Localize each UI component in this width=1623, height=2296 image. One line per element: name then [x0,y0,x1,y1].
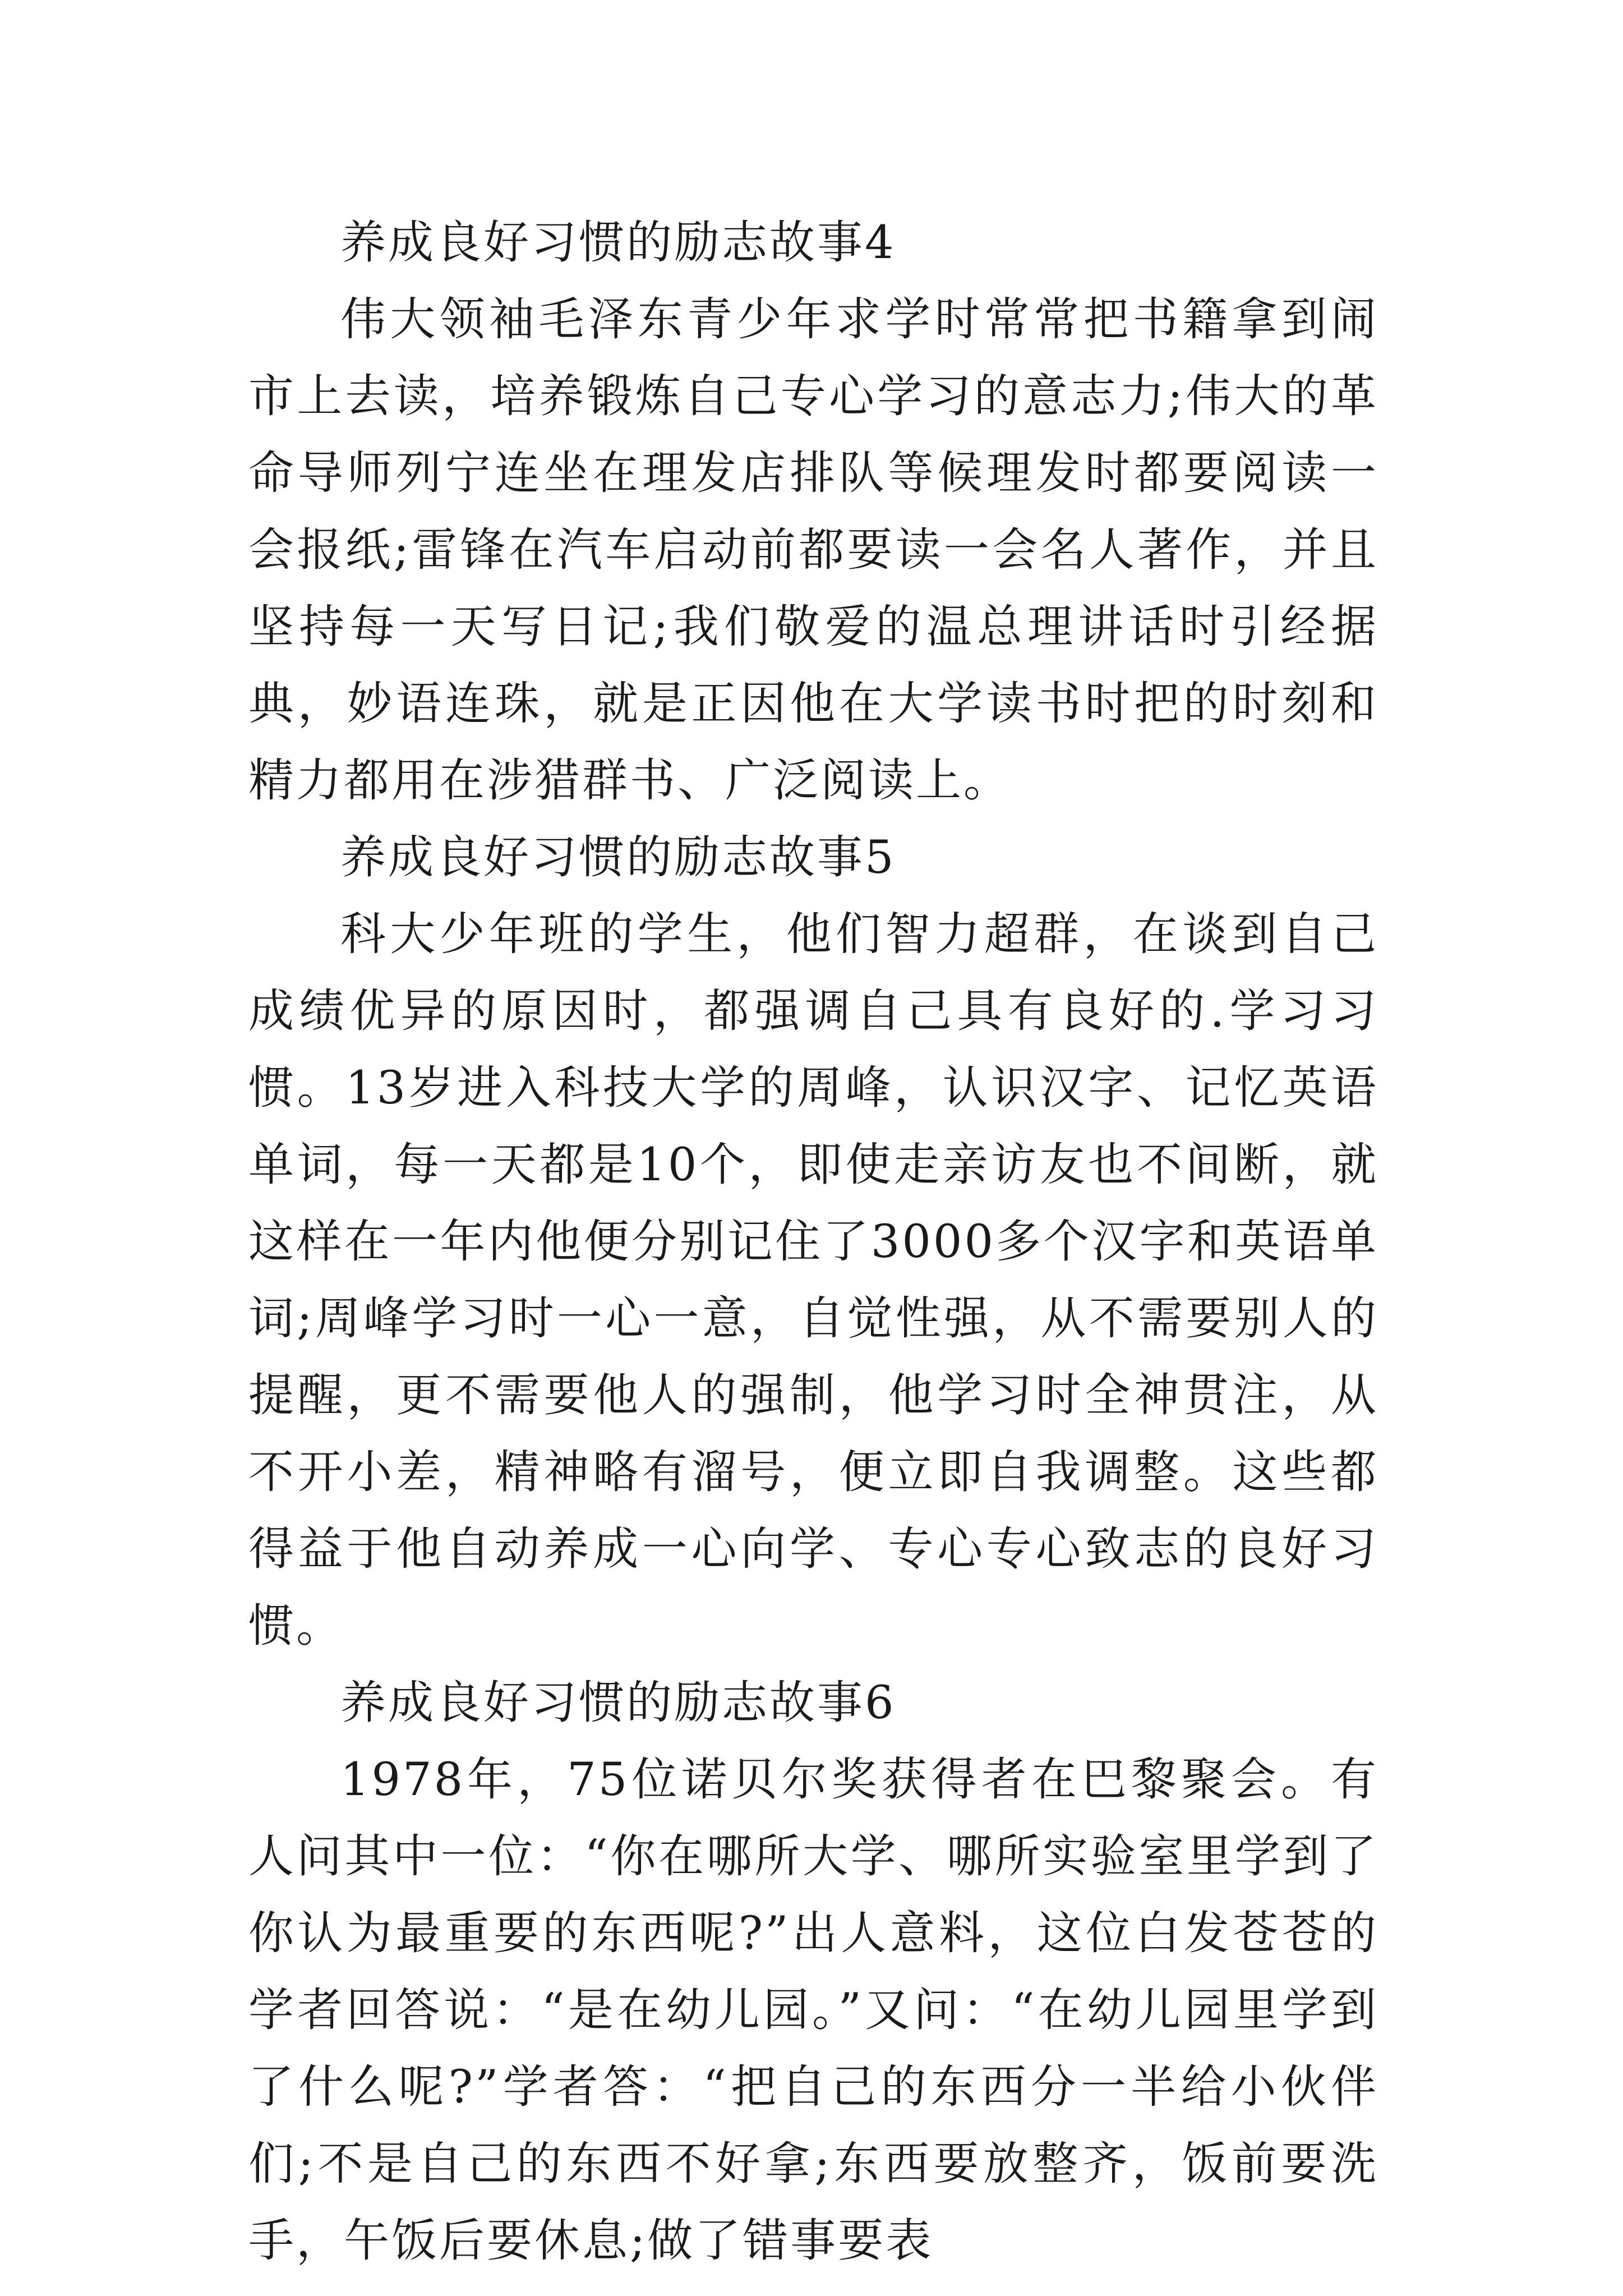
story-section-5 [248,820,1378,1665]
story-paragraph: 科大少年班的学生，他们智力超群，在谈到自己成绩优异的原因时，都强调自己具有良好的.学习习惯。13岁进入科技大学的周峰，认识汉字、记忆英语单词，每一天都是10个，即使走亲访友也不间断，就这样在一年内他便分别记住了3000多个汉字和英语单词;周峰学习时一心一意，自觉性强，从不需要别人的提醒，更不需要他人的强制，他学习时全神贯注，从不开小差，精神略有溜号，便立即自我调整。这些都得益于他自动养成一心向学、专心专心致志的良好习惯。 [248,908,1378,1653]
story-heading: 养成良好习惯的励志故事6 [340,1677,896,1729]
story-paragraph: 1978年，75位诺贝尔奖获得者在巴黎聚会。有人问其中一位：“你在哪所大学、哪所实验室里学到了你认为最重要的东西呢?”出人意料，这位白发苍苍的学者回答说：“是在幼儿园。”又问：“在幼儿园里学到了什么呢?”学者答：“把自己的东西分一半给小伙伴们;不是自己的东西不好拿;东西要放整齐，饭前要洗手，午饭后要休息;做了错事要表 [248,1754,1378,2267]
story-heading: 养成良好习惯的励志故事5 [340,831,896,884]
document-body [248,205,1378,2280]
story-section-6 [248,1665,1378,2280]
story-paragraph: 伟大领袖毛泽东青少年求学时常常把书籍拿到闹市上去读，培养锻炼自己专心学习的意志力;伟大的革命导师列宁连坐在理发店排队等候理发时都要阅读一会报纸;雷锋在汽车启动前都要读一会名人著作，并且坚持每一天写日记;我们敬爱的温总理讲话时引经据典，妙语连珠，就是正因他在大学读书时把的时刻和精力都用在涉猎群书、广泛阅读上。 [248,293,1378,807]
story-heading: 养成良好习惯的励志故事4 [340,217,896,269]
story-section-4 [248,205,1378,820]
